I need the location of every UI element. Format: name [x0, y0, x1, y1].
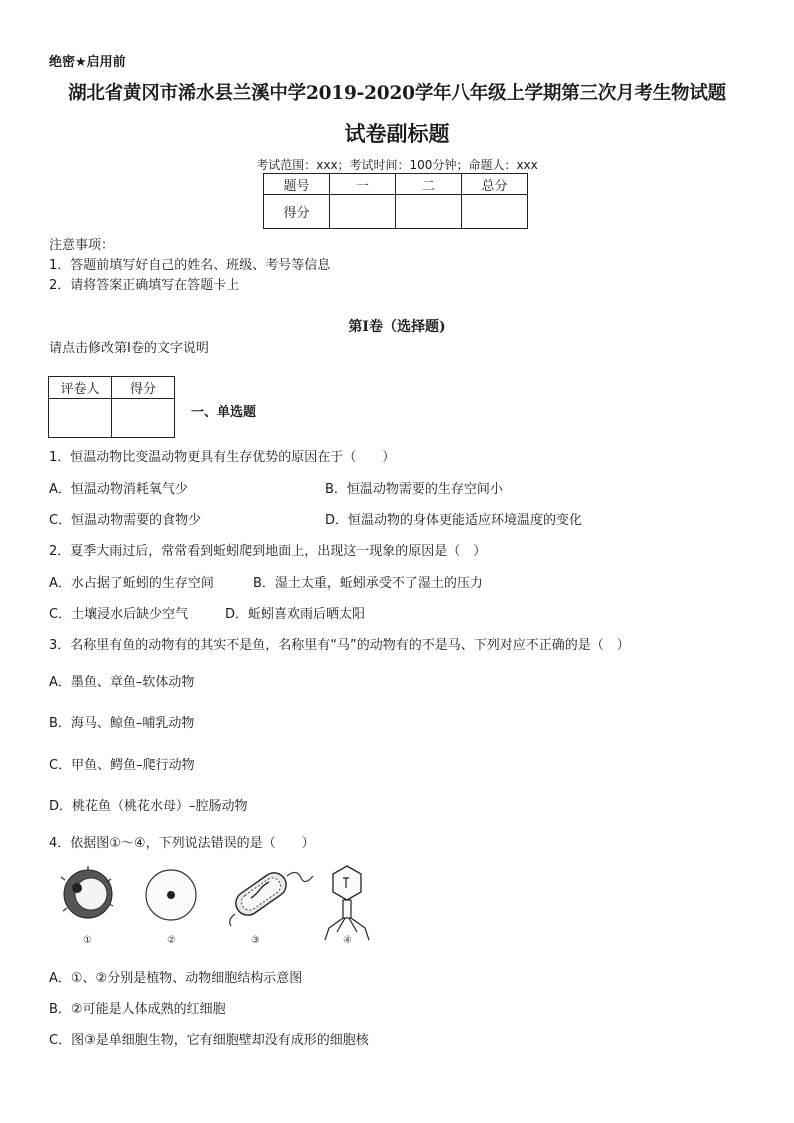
cell-diagram-3: [230, 868, 313, 926]
question-option: D．蚯蚓喜欢雨后晒太阳: [225, 607, 366, 622]
question-option: C．土壤浸水后缺少空气: [49, 607, 189, 622]
score-table: [263, 173, 528, 229]
review-cell: [49, 399, 112, 438]
question-stem: 1．恒温动物比变温动物更具有生存优势的原因在于（ ）: [49, 450, 396, 465]
question-option: C．甲鱼、鳄鱼–爬行动物: [49, 758, 195, 773]
score-cell: [330, 195, 396, 229]
question-option: A．恒温动物消耗氧气少: [49, 482, 188, 497]
section-description: 请点击修改第I卷的文字说明: [49, 341, 209, 356]
question-option: C．图③是单细胞生物，它有细胞壁却没有成形的细胞核: [49, 1033, 369, 1048]
question-option: C．恒温动物需要的食物少: [49, 513, 202, 528]
score-header-cell: 题号: [264, 174, 330, 195]
score-header-cell: 二: [396, 174, 462, 195]
review-table: [48, 376, 175, 438]
figure-label: ①: [83, 935, 92, 946]
figure-label: ④: [343, 935, 352, 946]
cell-diagram-4: [325, 866, 369, 940]
review-header-cell: 得分: [112, 377, 175, 399]
exam-meta: 考试范围：xxx；考试时间：100分钟；命题人：xxx: [256, 158, 538, 172]
cell-diagram-1: [61, 866, 113, 918]
question-option: A．墨鱼、章鱼–软体动物: [49, 675, 195, 690]
score-row-label: 得分: [264, 195, 330, 229]
cell-figure: [55, 864, 385, 950]
review-header-cell: 评卷人: [49, 377, 112, 399]
question-stem: 3．名称里有鱼的动物有的其实不是鱼，名称里有“马”的动物有的不是马、下列对应不正确的是（ ）: [49, 638, 630, 653]
question-stem: 2．夏季大雨过后，常常看到蚯蚓爬到地面上，出现这一现象的原因是（ ）: [49, 544, 487, 559]
notice-title: 注意事项：: [49, 238, 115, 253]
question-option: A．水占据了蚯蚓的生存空间: [49, 576, 214, 591]
question-option: D．桃花鱼（桃花水母）–腔肠动物: [49, 799, 248, 814]
question-stem: 4．依据图①～④，下列说法错误的是（ ）: [49, 836, 315, 851]
section-title: 第I卷（选择题): [348, 319, 446, 335]
part-heading: 一、单选题: [191, 405, 257, 420]
question-option: B．海马、鲸鱼–哺乳动物: [49, 716, 195, 731]
question-option: B．②可能是人体成熟的红细胞: [49, 1002, 226, 1017]
review-cell: [112, 399, 175, 438]
figure-label: ②: [167, 935, 176, 946]
question-option: D．恒温动物的身体更能适应环境温度的变化: [325, 513, 583, 528]
exam-subtitle: 试卷副标题: [344, 122, 450, 146]
question-option: B．恒温动物需要的生存空间小: [325, 482, 503, 497]
score-cell: [462, 195, 528, 229]
question-option: A．①、②分别是植物、动物细胞结构示意图: [49, 971, 303, 986]
secret-label: 绝密★启用前: [49, 55, 126, 70]
notice-item: 1．答题前填写好自己的姓名、班级、考号等信息: [49, 258, 331, 273]
cell-diagram-2: [146, 870, 196, 920]
exam-title: 湖北省黄冈市浠水县兰溪中学2019-2020学年八年级上学期第三次月考生物试题: [68, 83, 726, 104]
score-header-cell: 一: [330, 174, 396, 195]
score-cell: [396, 195, 462, 229]
question-option: B．湿土太重，蚯蚓承受不了湿土的压力: [253, 576, 483, 591]
figure-label: ③: [251, 935, 260, 946]
score-header-cell: 总分: [462, 174, 528, 195]
notice-item: 2．请将答案正确填写在答题卡上: [49, 278, 240, 293]
